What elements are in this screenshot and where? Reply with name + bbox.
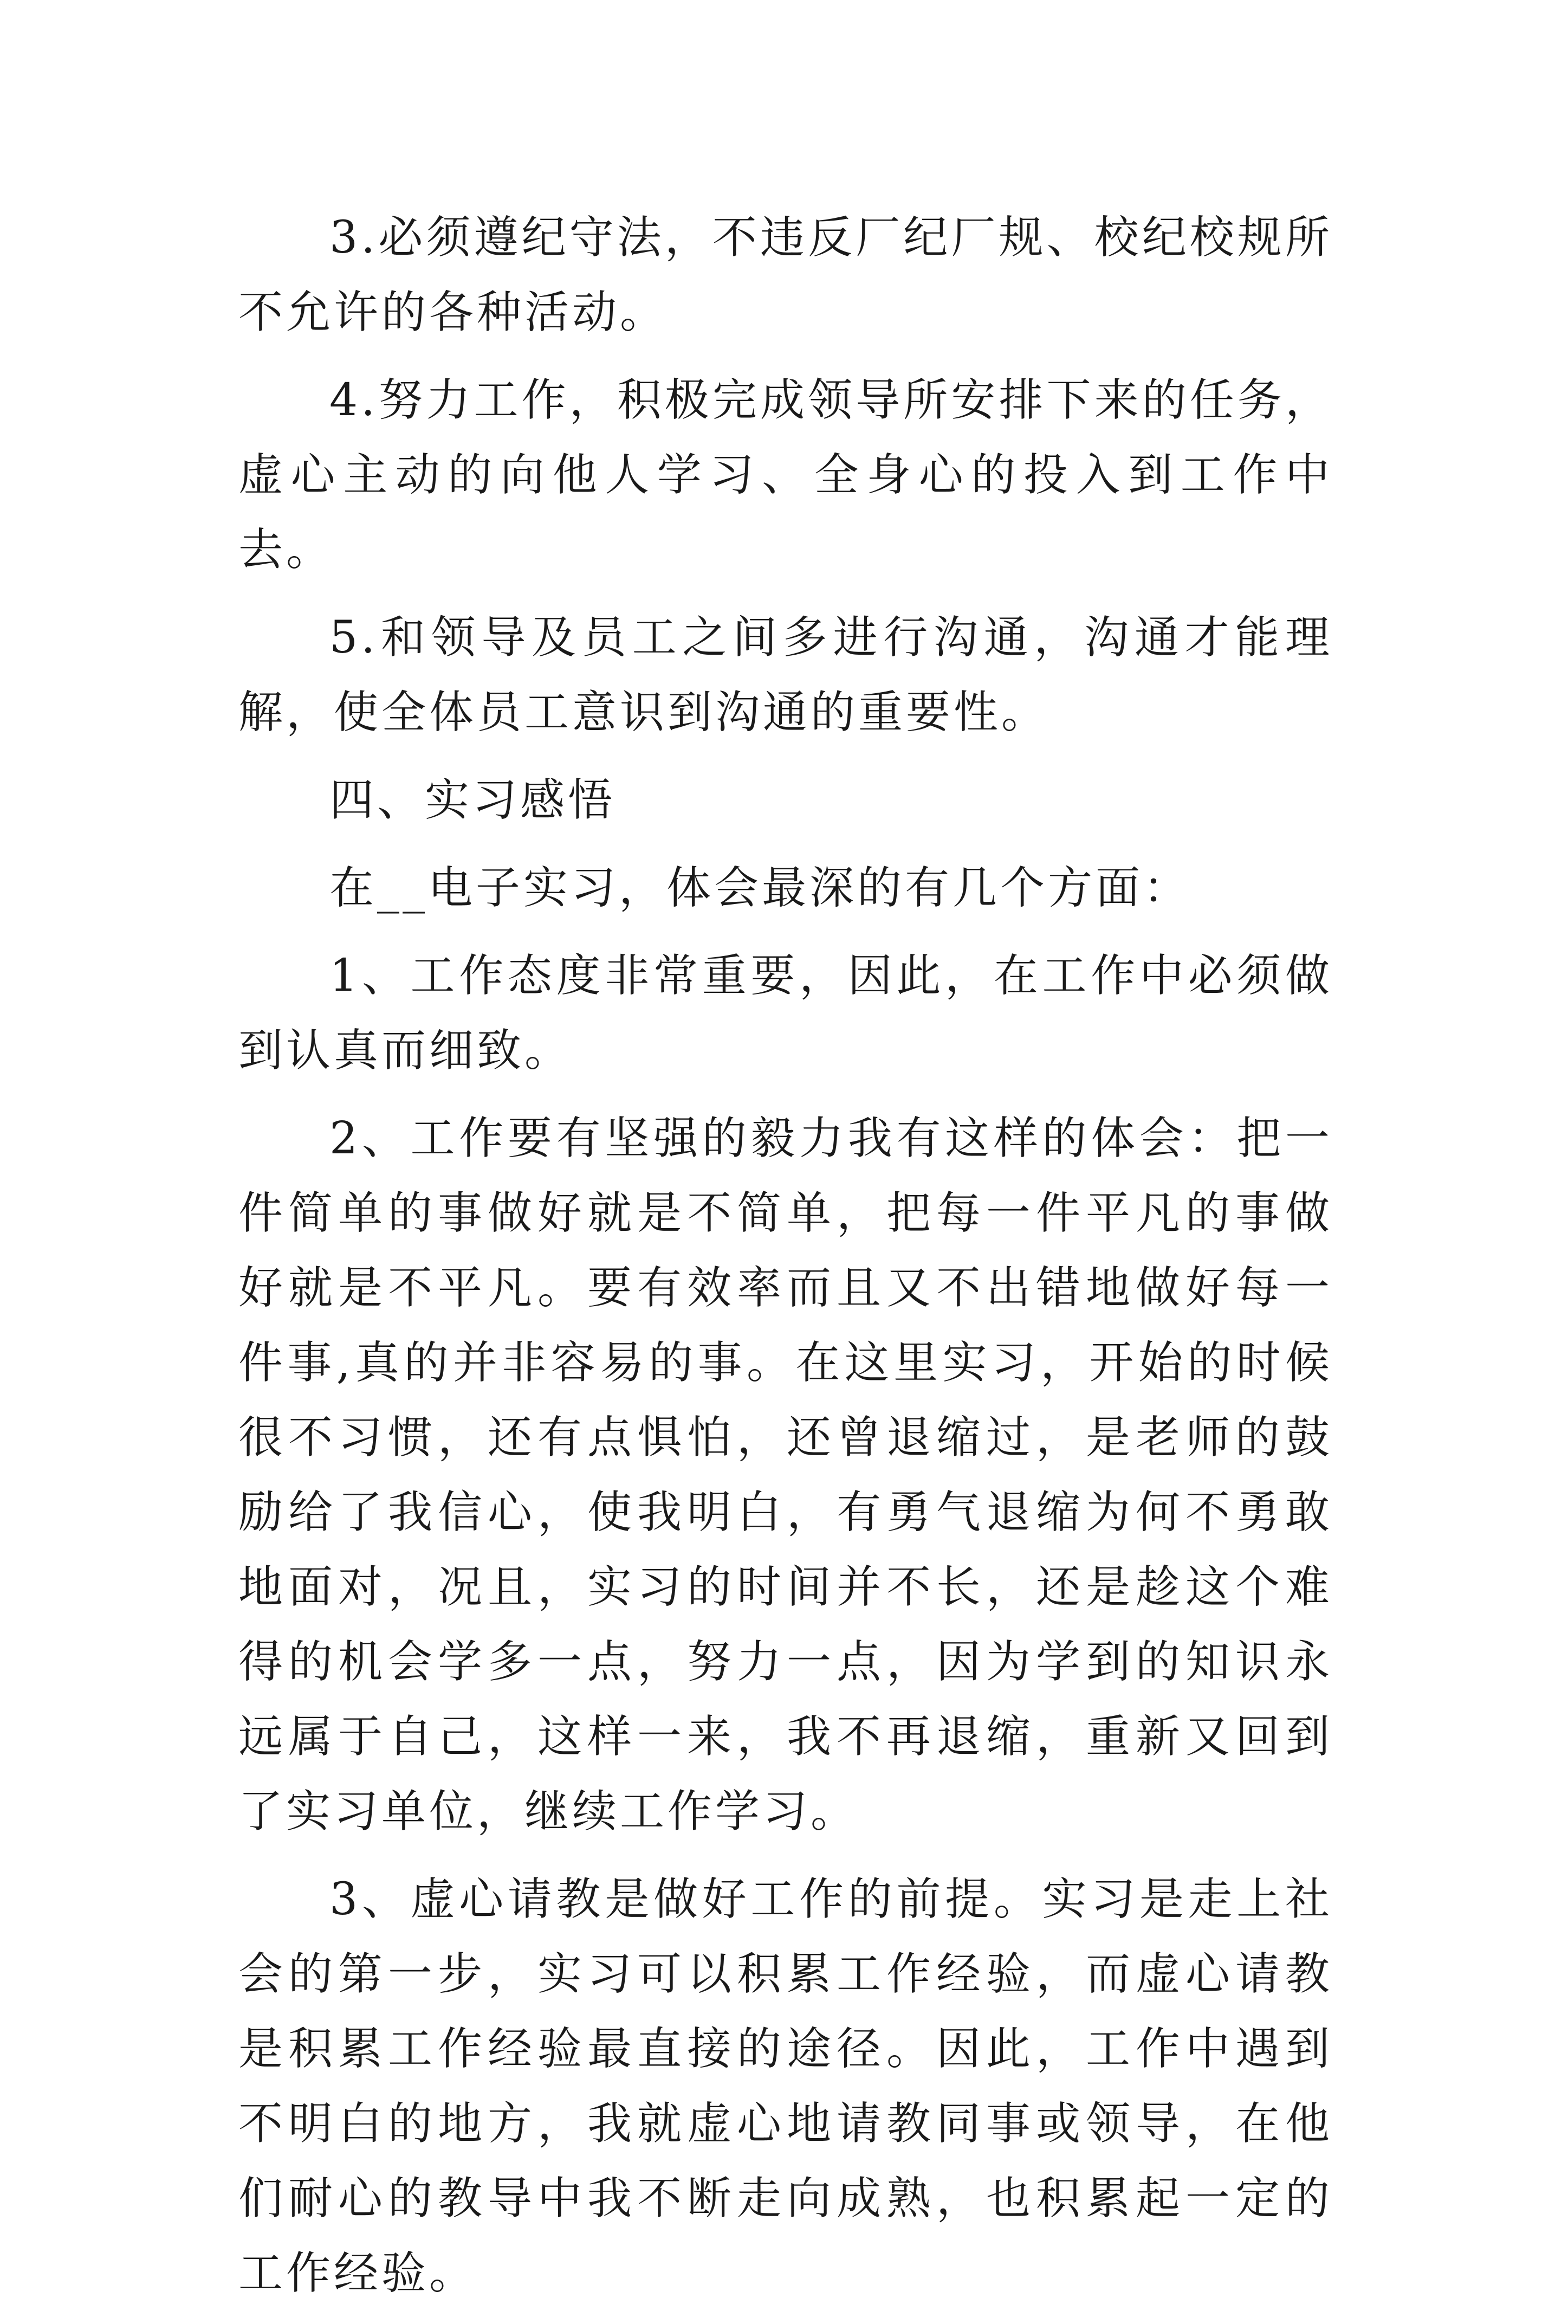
paragraph-intro: 在__电子实习，体会最深的有几个方面： [329, 862, 1191, 914]
section-heading: 四、实习感悟 [329, 774, 616, 826]
paragraph-point-3: 3、虚心请教是做好工作的前提。实习是走上社会的第一步，实习可以积累工作经验，而虚心请教是积累工作经验最直接的途径。因此，工作中遇到不明白的地方，我就虚心地请教同事或领导，在他们耐心的教导中我不断走向成熟，也积累起一定的工作经验。 [238, 1874, 1333, 2299]
paragraph-point-1: 1、工作态度非常重要，因此，在工作中必须做到认真而细致。 [238, 950, 1333, 1076]
paragraph-rule-5: 5.和领导及员工之间多进行沟通，沟通才能理解，使全体员工意识到沟通的重要性。 [238, 612, 1333, 738]
document-body [238, 201, 1333, 2324]
paragraph-rule-4: 4.努力工作，积极完成领导所安排下来的任务，虚心主动的向他人学习、全身心的投入到工作中去。 [238, 375, 1333, 576]
paragraph-rule-3: 3.必须遵纪守法，不违反厂纪厂规、校纪校规所不允许的各种活动。 [238, 212, 1333, 338]
paragraph-point-2: 2、工作要有坚强的毅力我有这样的体会：把一件简单的事做好就是不简单，把每一件平凡的事做好就是不平凡。要有效率而且又不出错地做好每一件事,真的并非容易的事。在这里实习，开始的时候很不习惯，还有点惧怕，还曾退缩过，是老师的鼓励给了我信心，使我明白，有勇气退缩为何不勇敢地面对，况且，实习的时间并不长，还是趁这个难得的机会学多一点，努力一点，因为学到的知识永远属于自己，这样一来，我不再退缩，重新又回到了实习单位，继续工作学习。 [238, 1113, 1333, 1837]
